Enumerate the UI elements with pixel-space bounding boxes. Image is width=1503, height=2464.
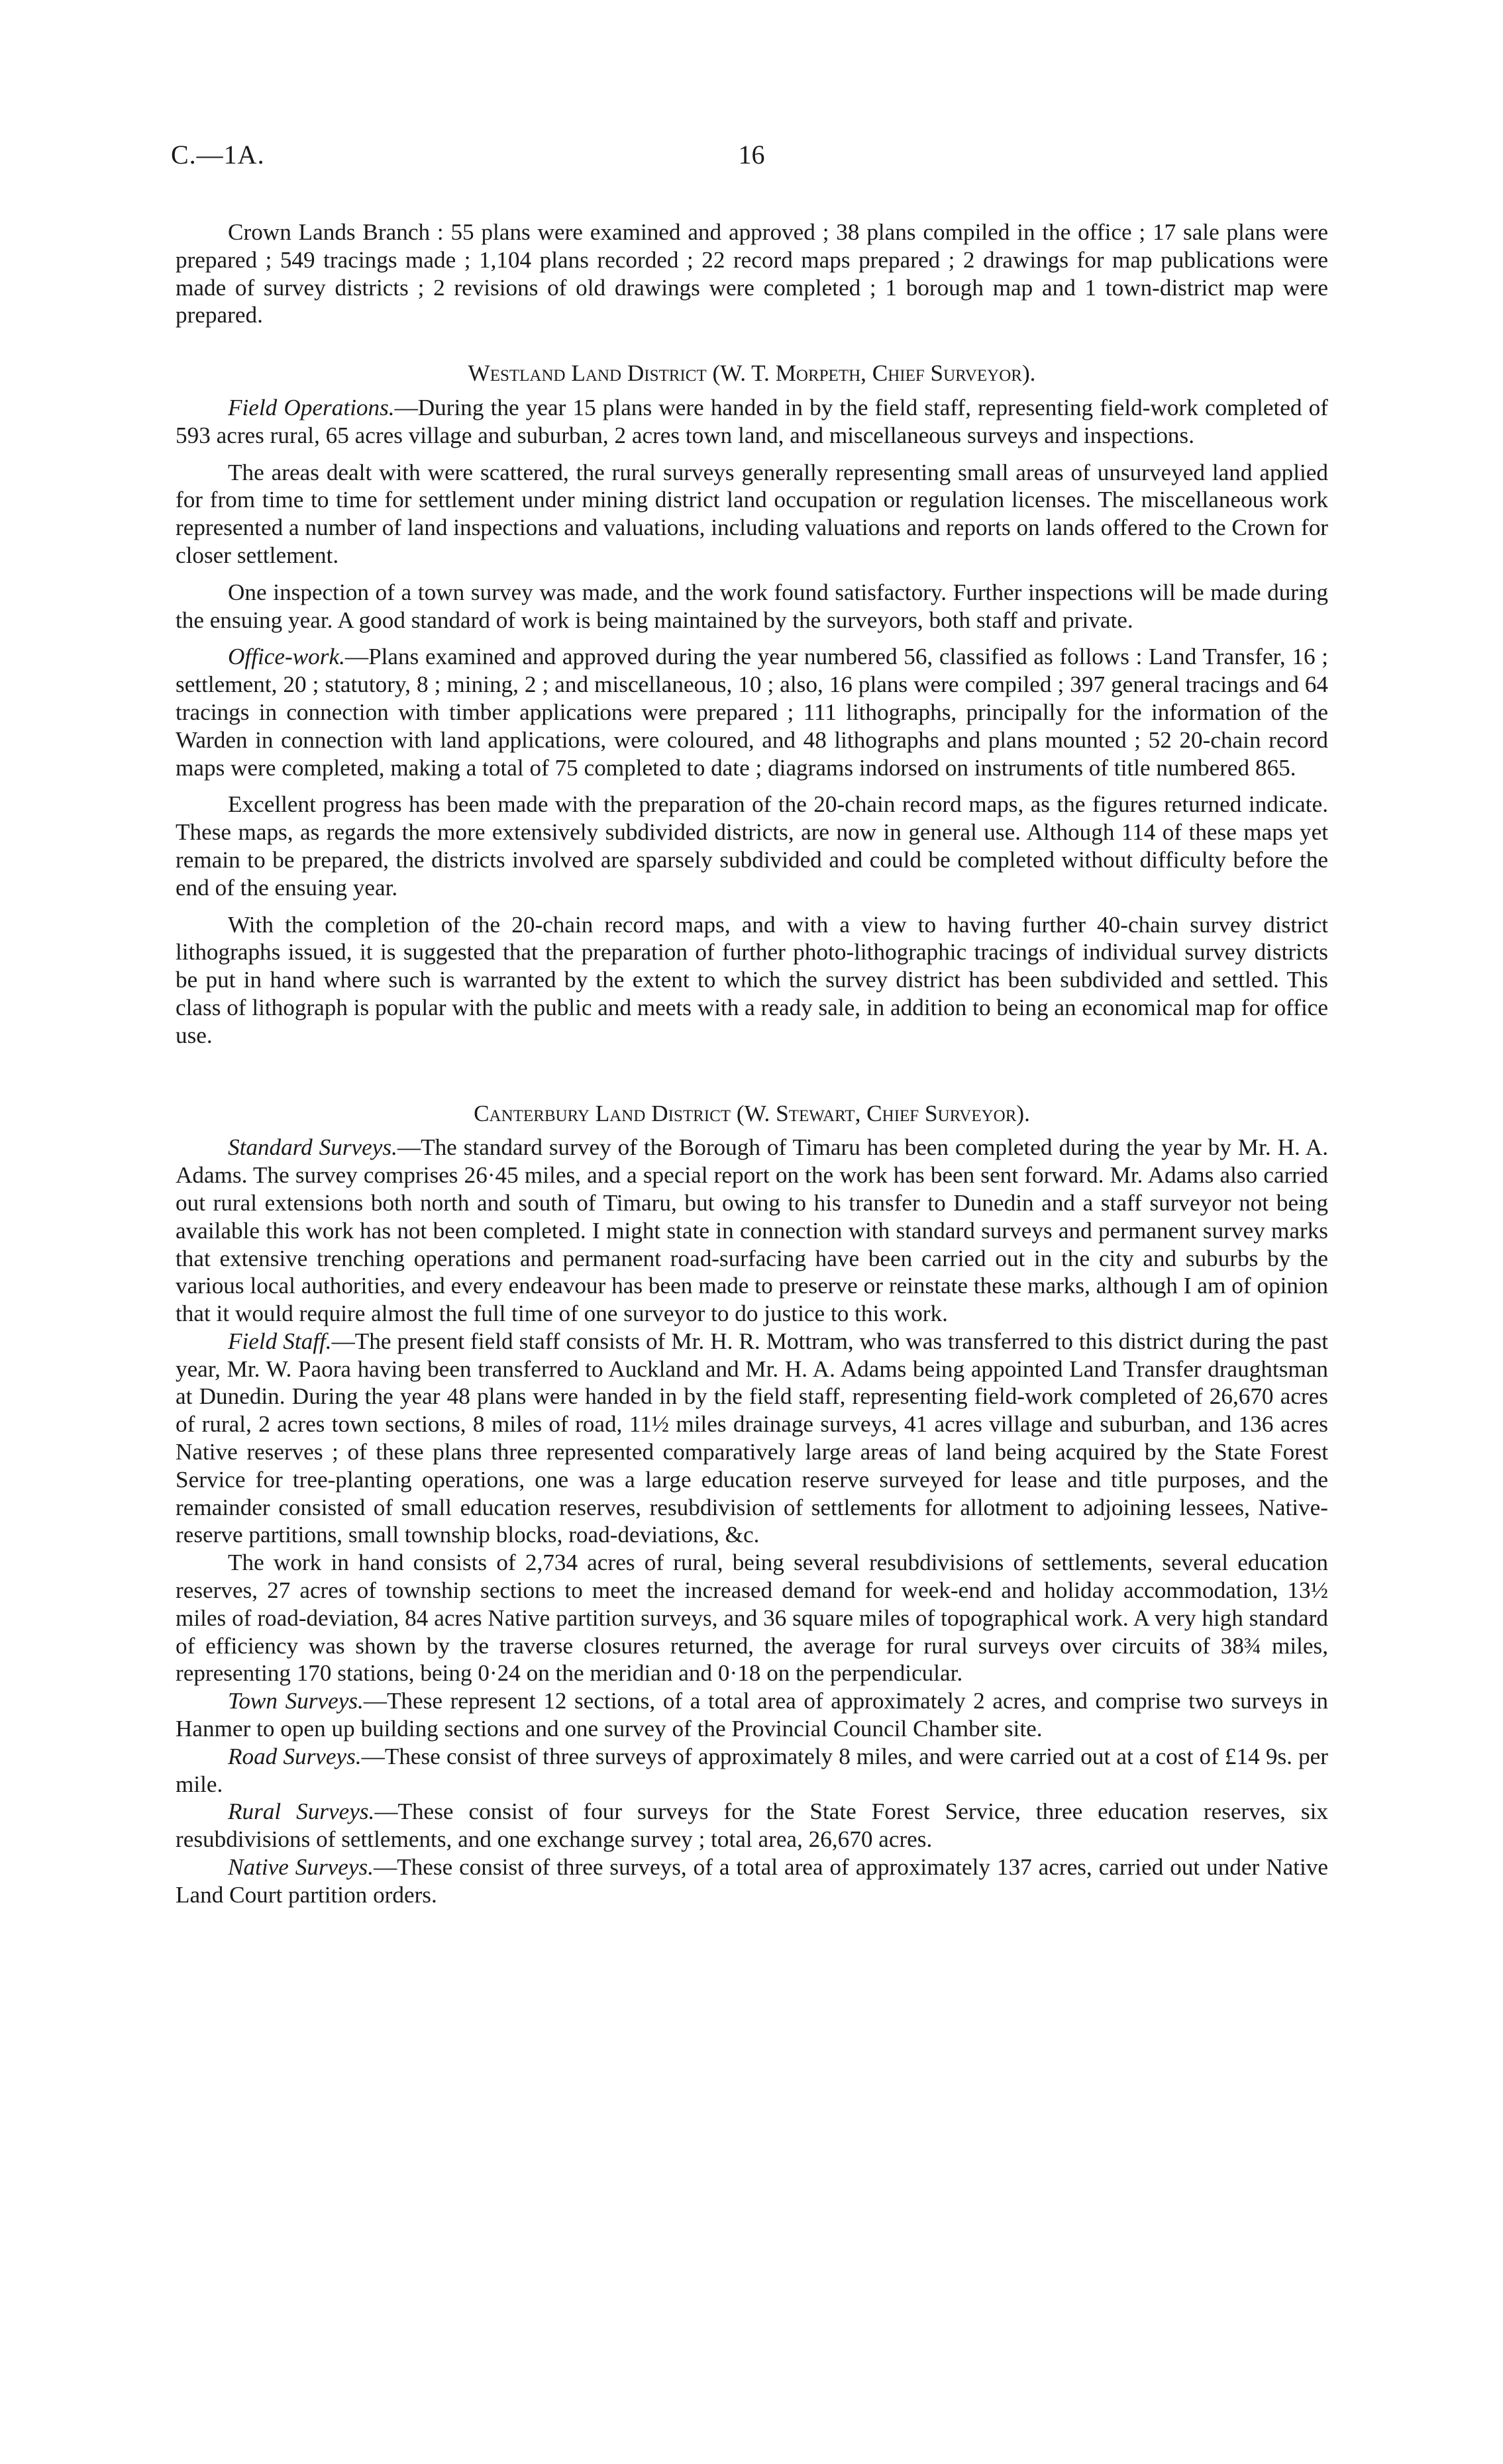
crown-lands-paragraph: Crown Lands Branch : 55 plans were examined and approved ; 38 plans compiled in the office ; 17 sale plans were prepared ; 549 tracings made ; 1,104 plans recorded ; 22 record maps prepared ; 2 drawings for map publications were made of survey districts ; 2 revisions of old drawings were completed ; 1 borough map and 1 town-district map were prepared. [176, 219, 1328, 328]
westland-inspection-paragraph: One inspection of a town survey was made, and the work found satisfactory. Further inspections will be made during the ensuing year. A good standard of work is being maintained by the surveyors, both staff and private. [176, 579, 1328, 633]
document-reference: C.—1A. [171, 140, 265, 170]
westland-heading: Westland Land District (W. T. Morpeth, Chief Surveyor). [468, 360, 1036, 387]
office-work-text: —Plans examined and approved during the year numbered 56, classified as follows : Land Transfer, 16 ; settlement, 20 ; statutory, 8 ; mining, 2 ; and miscellaneous, 10 ; also, 16 plans were compiled ; 397 general tracings and 64 tracings in connection with timber applications were prepared ; 111 lithographs, principally for the information of the Warden in connection with land applications, were coloured, and 48 lithographs and plans mounted ; 52 20-chain record maps were completed, making a total of 75 completed to date ; diagrams indorsed on instruments of title numbered 865. [176, 644, 1328, 781]
canterbury-native-surveys-paragraph [176, 1853, 1328, 1909]
page-body [176, 219, 1328, 1909]
rural-surveys-text: —These consist of four surveys for the State Forest Service, three education reserves, six resubdivisions of settlements, and one exchange survey ; total area, 26,670 acres. [176, 1799, 1328, 1853]
town-surveys-lead: Town Surveys. [228, 1688, 364, 1714]
westland-record-maps-paragraph: Excellent progress has been made with the preparation of the 20-chain record maps, as the figures returned indicate. These maps, as regards the more extensively subdivided districts, are now in general use. Although 114 of these maps yet remain to be prepared, the districts involved are sparsely subdivided and could be completed without difficulty before the end of the ensuing year. [176, 791, 1328, 901]
field-staff-text: —The present field staff consists of Mr. H. R. Mottram, who was transferred to this district during the past year, Mr. W. Paora having been transferred to Auckland and Mr. H. A. Adams being appointed Land Transfer draughtsman at Dunedin. During the year 48 plans were handed in by the field staff, representing field-work completed of 26,670 acres of rural, 2 acres town sections, 8 miles of road, 11½ miles drainage surveys, 41 acres village and suburban, and 136 acres Native reserves ; of these plans three represented comparatively large areas of land being acquired by the State Forest Service for tree-planting operations, one was a large education reserve surveyed for lease and title purposes, and the remainder consisted of small education reserves, resubdivision of settlements for allotment to adjoining lessees, Native-reserve partitions, small township blocks, road-deviations, &c. [176, 1328, 1328, 1548]
native-surveys-lead: Native Surveys. [228, 1854, 374, 1881]
westland-office-work-paragraph [176, 643, 1328, 781]
canterbury-heading: Canterbury Land District (W. Stewart, Chief Surveyor). [474, 1100, 1030, 1126]
road-surveys-text: —These consist of three surveys of approximately 8 miles, and were carried out at a cost of £14 9s. per mile. [176, 1743, 1328, 1797]
canterbury-road-surveys-paragraph [176, 1743, 1328, 1799]
westland-field-operations-paragraph [176, 394, 1328, 450]
standard-surveys-lead: Standard Surveys. [228, 1134, 397, 1161]
westland-areas-paragraph: The areas dealt with were scattered, the rural surveys generally representing small areas of unsurveyed land applied for from time to time for settlement under mining district land occupation or regulation licenses. The miscellaneous work represented a number of land inspections and valuations, including valuations and reports on lands offered to the Crown for closer settlement. [176, 459, 1328, 568]
canterbury-rural-surveys-paragraph [176, 1798, 1328, 1853]
canterbury-town-surveys-paragraph [176, 1687, 1328, 1743]
road-surveys-lead: Road Surveys. [228, 1743, 362, 1769]
canterbury-field-staff-paragraph [176, 1328, 1328, 1549]
canterbury-work-in-hand-paragraph: The work in hand consists of 2,734 acres of rural, being several resubdivisions of settlements, several education reserves, 27 acres of township sections to meet the increased demand for week-end and holiday accommodation, 13½ miles of road-deviation, 84 acres Native partition surveys, and 36 square miles of topographical work. A very high standard of efficiency was shown by the traverse closures returned, the average for rural surveys over circuits of 38¾ miles, representing 170 stations, being 0·24 on the meridian and 0·18 on the perpendicular. [176, 1550, 1328, 1687]
field-operations-text: —During the year 15 plans were handed in by the field staff, representing field-work completed of 593 acres rural, 65 acres village and suburban, 2 acres town land, and miscellaneous surveys and inspections. [176, 394, 1328, 448]
page-header [171, 139, 1332, 179]
page-number: 16 [738, 140, 765, 170]
native-surveys-text: —These consist of three surveys, of a total area of approximately 137 acres, carried out under Native Land Court partition orders. [176, 1854, 1329, 1908]
field-operations-lead: Field Operations. [228, 394, 395, 420]
canterbury-standard-surveys-paragraph [176, 1134, 1328, 1328]
westland-lithographs-paragraph: With the completion of the 20-chain record maps, and with a view to having further 40-chain survey district lithographs issued, it is suggested that the preparation of further photo-lithographic tracings of individual survey districts be put in hand where such is warranted by the extent to which the survey district has been subdivided and settled. This class of lithograph is popular with the public and meets with a ready sale, in addition to being an economical map for office use. [176, 911, 1328, 1048]
office-work-lead: Office-work. [228, 644, 345, 670]
field-staff-lead: Field Staff. [228, 1328, 332, 1354]
standard-surveys-text: —The standard survey of the Borough of Timaru has been completed during the year by Mr. H. A. Adams. The survey comprises 26·45 miles, and a special report on the work has been sent forward. Mr. Adams also carried out rural extensions both north and south of Timaru, but owing to his transfer to Dunedin and a staff surveyor not being available this work has not been completed. I might state in connection with standard surveys and permanent survey marks that extensive trenching operations and permanent road-surfacing have been carried out in the city and suburbs by the various local authorities, and every endeavour has been made to preserve or reinstate these marks, although I am of opinion that it would require almost the full time of one surveyor to do justice to this work. [176, 1134, 1328, 1327]
rural-surveys-lead: Rural Surveys. [228, 1799, 375, 1825]
town-surveys-text: —These represent 12 sections, of a total area of approximately 2 acres, and comprise two surveys in Hanmer to open up building sections and one survey of the Provincial Council Chamber site. [176, 1688, 1328, 1742]
